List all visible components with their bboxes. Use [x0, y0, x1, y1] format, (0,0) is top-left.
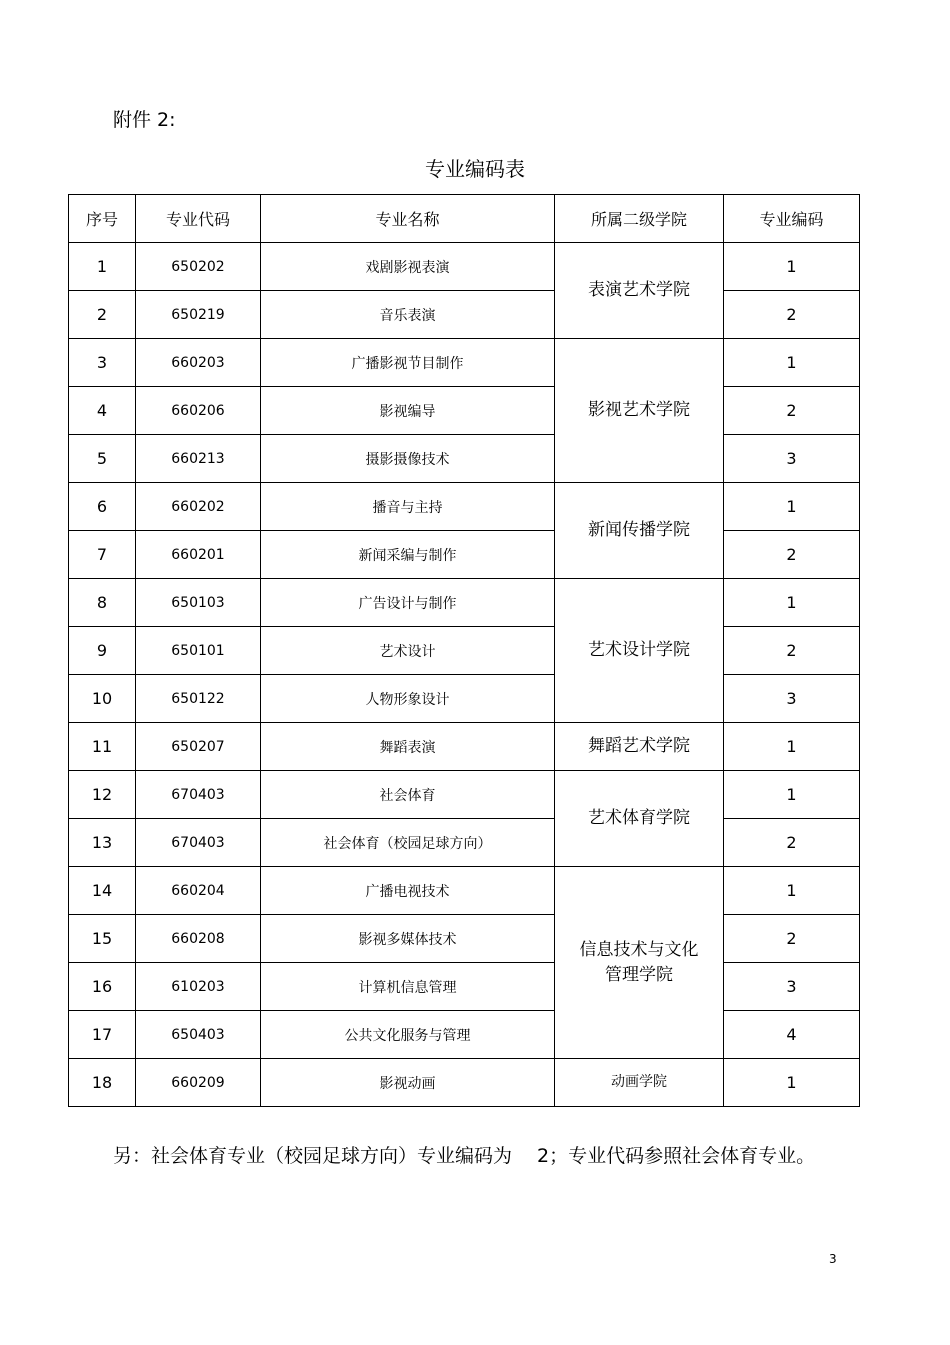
major-code-cell: 660203 [136, 339, 261, 387]
major-code-cell: 650101 [136, 627, 261, 675]
seq-cell: 15 [69, 915, 136, 963]
major-code-cell: 660213 [136, 435, 261, 483]
table-row [69, 963, 860, 1011]
table-header-row [69, 195, 860, 243]
major-name-cell: 广播影视节目制作 [261, 339, 555, 387]
table-row [69, 483, 860, 531]
major-name-cell: 影视多媒体技术 [261, 915, 555, 963]
major-name-cell: 音乐表演 [261, 291, 555, 339]
major-code-cell: 660204 [136, 867, 261, 915]
major-number-cell: 1 [724, 339, 860, 387]
seq-cell: 5 [69, 435, 136, 483]
major-name-cell: 摄影摄像技术 [261, 435, 555, 483]
seq-cell: 17 [69, 1011, 136, 1059]
table-row [69, 339, 860, 387]
table-row [69, 291, 860, 339]
major-code-cell: 660209 [136, 1059, 261, 1107]
college-cell: 动画学院 [555, 1059, 724, 1107]
table-row [69, 771, 860, 819]
seq-cell: 10 [69, 675, 136, 723]
table-row [69, 915, 860, 963]
college-cell: 艺术体育学院 [555, 771, 724, 867]
header-name: 专业名称 [261, 195, 555, 243]
major-number-cell: 2 [724, 387, 860, 435]
seq-cell: 12 [69, 771, 136, 819]
major-code-cell: 650103 [136, 579, 261, 627]
seq-cell: 11 [69, 723, 136, 771]
college-cell: 舞蹈艺术学院 [555, 723, 724, 771]
major-number-cell: 1 [724, 867, 860, 915]
attachment-label: 附件 2: [113, 109, 176, 131]
major-code-cell: 660201 [136, 531, 261, 579]
table-row [69, 627, 860, 675]
major-name-cell: 影视编导 [261, 387, 555, 435]
table-row [69, 531, 860, 579]
major-number-cell: 1 [724, 579, 860, 627]
table-row [69, 867, 860, 915]
major-number-cell: 2 [724, 627, 860, 675]
major-name-cell: 社会体育 [261, 771, 555, 819]
major-code-cell: 670403 [136, 771, 261, 819]
seq-cell: 7 [69, 531, 136, 579]
college-cell: 影视艺术学院 [555, 339, 724, 483]
major-name-cell: 社会体育（校园足球方向） [261, 819, 555, 867]
seq-cell: 16 [69, 963, 136, 1011]
header-college: 所属二级学院 [555, 195, 724, 243]
major-number-cell: 2 [724, 915, 860, 963]
seq-cell: 9 [69, 627, 136, 675]
major-number-cell: 2 [724, 291, 860, 339]
major-name-cell: 人物形象设计 [261, 675, 555, 723]
table-body [69, 243, 860, 1107]
footnote: 另：社会体育专业（校园足球方向）专业编码为 2；专业代码参照社会体育专业。 [113, 1145, 816, 1167]
major-code-cell: 660202 [136, 483, 261, 531]
table-row [69, 675, 860, 723]
major-code-cell: 670403 [136, 819, 261, 867]
major-code-cell: 650202 [136, 243, 261, 291]
major-number-cell: 1 [724, 243, 860, 291]
table-row [69, 579, 860, 627]
page-number: 3 [829, 1252, 837, 1266]
major-code-table [68, 194, 860, 1107]
major-code-cell: 660208 [136, 915, 261, 963]
page-title: 专业编码表 [425, 157, 525, 181]
seq-cell: 6 [69, 483, 136, 531]
table-row [69, 387, 860, 435]
major-number-cell: 4 [724, 1011, 860, 1059]
seq-cell: 13 [69, 819, 136, 867]
major-number-cell: 3 [724, 435, 860, 483]
major-code-cell: 650207 [136, 723, 261, 771]
major-number-cell: 2 [724, 531, 860, 579]
table-row [69, 1011, 860, 1059]
major-name-cell: 广告设计与制作 [261, 579, 555, 627]
major-code-cell: 610203 [136, 963, 261, 1011]
major-name-cell: 影视动画 [261, 1059, 555, 1107]
seq-cell: 18 [69, 1059, 136, 1107]
major-number-cell: 2 [724, 819, 860, 867]
major-name-cell: 戏剧影视表演 [261, 243, 555, 291]
college-cell: 信息技术与文化 管理学院 [555, 867, 724, 1059]
major-name-cell: 播音与主持 [261, 483, 555, 531]
major-code-cell: 660206 [136, 387, 261, 435]
major-number-cell: 1 [724, 723, 860, 771]
major-number-cell: 3 [724, 675, 860, 723]
major-number-cell: 1 [724, 483, 860, 531]
major-number-cell: 1 [724, 1059, 860, 1107]
header-code: 专业代码 [136, 195, 261, 243]
major-code-cell: 650122 [136, 675, 261, 723]
seq-cell: 8 [69, 579, 136, 627]
college-cell: 表演艺术学院 [555, 243, 724, 339]
major-name-cell: 艺术设计 [261, 627, 555, 675]
header-number: 专业编码 [724, 195, 860, 243]
major-name-cell: 新闻采编与制作 [261, 531, 555, 579]
seq-cell: 3 [69, 339, 136, 387]
major-name-cell: 计算机信息管理 [261, 963, 555, 1011]
table-row [69, 1059, 860, 1107]
table-row [69, 243, 860, 291]
major-name-cell: 舞蹈表演 [261, 723, 555, 771]
table-row [69, 723, 860, 771]
seq-cell: 14 [69, 867, 136, 915]
major-number-cell: 1 [724, 771, 860, 819]
header-seq: 序号 [69, 195, 136, 243]
seq-cell: 2 [69, 291, 136, 339]
college-cell: 新闻传播学院 [555, 483, 724, 579]
seq-cell: 1 [69, 243, 136, 291]
major-name-cell: 公共文化服务与管理 [261, 1011, 555, 1059]
major-name-cell: 广播电视技术 [261, 867, 555, 915]
major-code-cell: 650219 [136, 291, 261, 339]
major-code-cell: 650403 [136, 1011, 261, 1059]
table-row [69, 819, 860, 867]
table-row [69, 435, 860, 483]
seq-cell: 4 [69, 387, 136, 435]
major-number-cell: 3 [724, 963, 860, 1011]
college-cell: 艺术设计学院 [555, 579, 724, 723]
